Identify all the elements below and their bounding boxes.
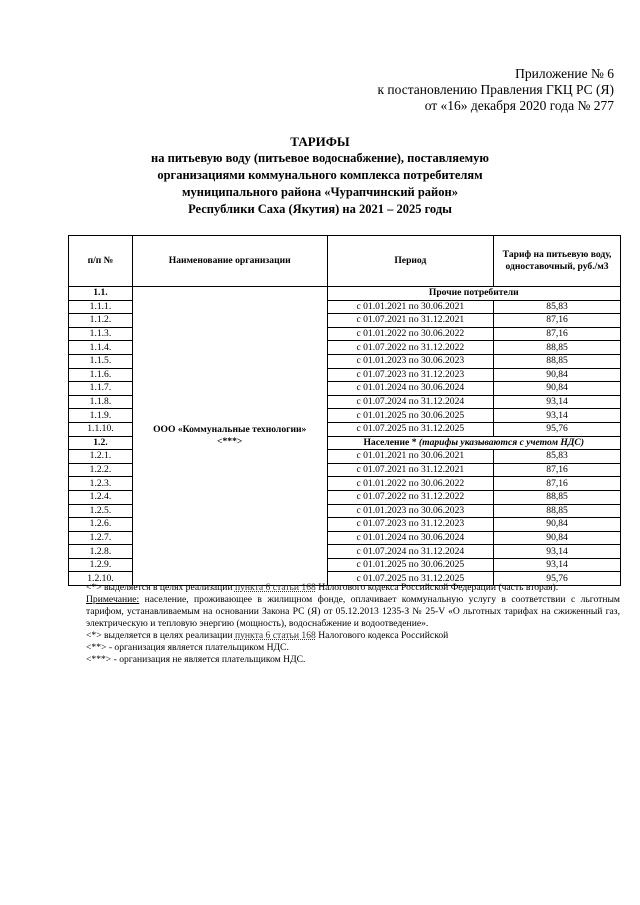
- row-num: 1.1.6.: [69, 368, 133, 382]
- row-num: 1.2.9.: [69, 558, 133, 572]
- group-label-main: Население *: [363, 436, 419, 448]
- row-price: 85,83: [494, 300, 621, 314]
- footnote-non-vat-payer: <***> - организация не является плательщиком НДС.: [86, 654, 306, 665]
- tax-code-link[interactable]: пункта 6 статьи 168: [234, 630, 316, 641]
- row-price: 87,16: [494, 477, 621, 491]
- row-price: 88,85: [494, 504, 621, 518]
- group-label-note: (тарифы указываются с учетом НДС): [418, 436, 585, 448]
- row-period: с 01.07.2022 по 31.12.2022: [327, 490, 494, 504]
- row-num: 1.1.8.: [69, 395, 133, 409]
- appendix-date: от «16» декабря 2020 года № 277: [424, 98, 614, 113]
- row-num: 1.2.2.: [69, 463, 133, 477]
- row-num: 1.2.7.: [69, 531, 133, 545]
- row-price: 95,76: [494, 572, 621, 586]
- row-price: 85,83: [494, 450, 621, 464]
- row-num: 1.2.8.: [69, 545, 133, 559]
- row-period: с 01.07.2024 по 31.12.2024: [327, 545, 494, 559]
- remark-text: население, проживающее в жилищном фонде, оплачивает коммунальную услугу в соответствии с льготным тарифом, устанавливаемым на основании Закона РС (Я) от 05.12.2013 1235-З № 25-V «О льготных тарифах на сжиженный газ, электрическую и тепловую энергию (мощность), водоснабжение и водоотведение».: [86, 594, 620, 629]
- footnote-text: <*> выделяется в целях реализации: [86, 630, 235, 641]
- row-period: с 01.07.2025 по 31.12.2025: [327, 572, 494, 586]
- footnote-vat-2: [86, 630, 620, 642]
- org-mark: <***>: [217, 436, 243, 448]
- appendix-number: Приложение № 6: [515, 66, 614, 81]
- row-period: с 01.07.2021 по 31.12.2021: [327, 463, 494, 477]
- row-num: 1.1.7.: [69, 382, 133, 396]
- group-label: Прочие потребители: [327, 287, 620, 301]
- row-num: 1.2.6.: [69, 518, 133, 532]
- row-period: с 01.01.2022 по 30.06.2022: [327, 327, 494, 341]
- tariff-table: [68, 235, 621, 586]
- row-price: 93,14: [494, 395, 621, 409]
- row-period: с 01.01.2021 по 30.06.2021: [327, 450, 494, 464]
- group-row-other: [69, 287, 621, 301]
- row-period: с 01.07.2023 по 31.12.2023: [327, 518, 494, 532]
- appendix-reference: к постановлению Правления ГКЦ РС (Я): [377, 82, 614, 97]
- title-line-3: муниципального района «Чурапчинский район»: [182, 185, 458, 199]
- footnote-text: <*> выделяется в целях реализации: [86, 582, 235, 593]
- footnote-vat-payer: <**> - организация является плательщиком НДС.: [86, 642, 289, 653]
- org-name: ООО «Коммунальные технологии»: [153, 424, 307, 436]
- row-price: 88,85: [494, 341, 621, 355]
- row-period: с 01.01.2025 по 30.06.2025: [327, 558, 494, 572]
- row-num: 1.1.3.: [69, 327, 133, 341]
- row-price: 87,16: [494, 314, 621, 328]
- group-label: [327, 436, 620, 450]
- row-num: 1.2.1.: [69, 450, 133, 464]
- title-line-2: организациями коммунального комплекса потребителям: [157, 168, 483, 182]
- row-period: с 01.01.2024 по 30.06.2024: [327, 382, 494, 396]
- row-price: 93,14: [494, 545, 621, 559]
- remark-label: Примечание:: [86, 594, 140, 605]
- row-period: с 01.07.2022 по 31.12.2022: [327, 341, 494, 355]
- row-price: 90,84: [494, 518, 621, 532]
- row-num: 1.1.2.: [69, 314, 133, 328]
- row-price: 90,84: [494, 382, 621, 396]
- row-period: с 01.01.2021 по 30.06.2021: [327, 300, 494, 314]
- footnote-remark: [86, 594, 620, 630]
- footnote-text: Налогового кодекса Российской Федерации (часть вторая).: [315, 582, 559, 593]
- row-num: 1.2.10.: [69, 572, 133, 586]
- row-period: с 01.01.2025 по 30.06.2025: [327, 409, 494, 423]
- document-title: [0, 133, 640, 218]
- row-period: с 01.01.2023 по 30.06.2023: [327, 354, 494, 368]
- row-num: 1.1.9.: [69, 409, 133, 423]
- row-num: 1.2.4.: [69, 490, 133, 504]
- row-period: с 01.01.2023 по 30.06.2023: [327, 504, 494, 518]
- footnotes: [86, 582, 620, 666]
- row-num: 1.2.3.: [69, 477, 133, 491]
- row-num: 1.2.5.: [69, 504, 133, 518]
- row-price: 87,16: [494, 463, 621, 477]
- appendix-header: [377, 66, 614, 114]
- row-num: 1.1.5.: [69, 354, 133, 368]
- row-num: 1.1.10.: [69, 422, 133, 436]
- header-period: Период: [327, 236, 494, 287]
- footnote-vat: [86, 582, 620, 594]
- header-num: п/п №: [69, 236, 133, 287]
- table-header-row: [69, 236, 621, 287]
- title-heading: ТАРИФЫ: [290, 134, 350, 149]
- tax-code-link[interactable]: пункта 6 статьи 168: [234, 582, 316, 593]
- row-period: с 01.07.2023 по 31.12.2023: [327, 368, 494, 382]
- row-price: 90,84: [494, 368, 621, 382]
- row-price: 93,14: [494, 558, 621, 572]
- row-period: с 01.01.2022 по 30.06.2022: [327, 477, 494, 491]
- row-period: с 01.07.2025 по 31.12.2025: [327, 422, 494, 436]
- group-num: 1.2.: [69, 436, 133, 450]
- org-cell: [132, 287, 327, 586]
- title-line-4: Республики Саха (Якутия) на 2021 – 2025 годы: [188, 202, 452, 216]
- row-price: 90,84: [494, 531, 621, 545]
- title-line-1: на питьевую воду (питьевое водоснабжение), поставляемую: [151, 151, 489, 165]
- row-price: 93,14: [494, 409, 621, 423]
- row-price: 88,85: [494, 490, 621, 504]
- header-price: Тариф на питьевую воду, одноставочный, руб./м3: [494, 236, 621, 287]
- row-period: с 01.07.2021 по 31.12.2021: [327, 314, 494, 328]
- row-num: 1.1.4.: [69, 341, 133, 355]
- group-num: 1.1.: [69, 287, 133, 301]
- row-price: 88,85: [494, 354, 621, 368]
- row-num: 1.1.1.: [69, 300, 133, 314]
- header-org: Наименование организации: [132, 236, 327, 287]
- row-period: с 01.07.2024 по 31.12.2024: [327, 395, 494, 409]
- row-price: 95,76: [494, 422, 621, 436]
- row-price: 87,16: [494, 327, 621, 341]
- footnote-text: Налогового кодекса Российской: [315, 630, 449, 641]
- row-period: с 01.01.2024 по 30.06.2024: [327, 531, 494, 545]
